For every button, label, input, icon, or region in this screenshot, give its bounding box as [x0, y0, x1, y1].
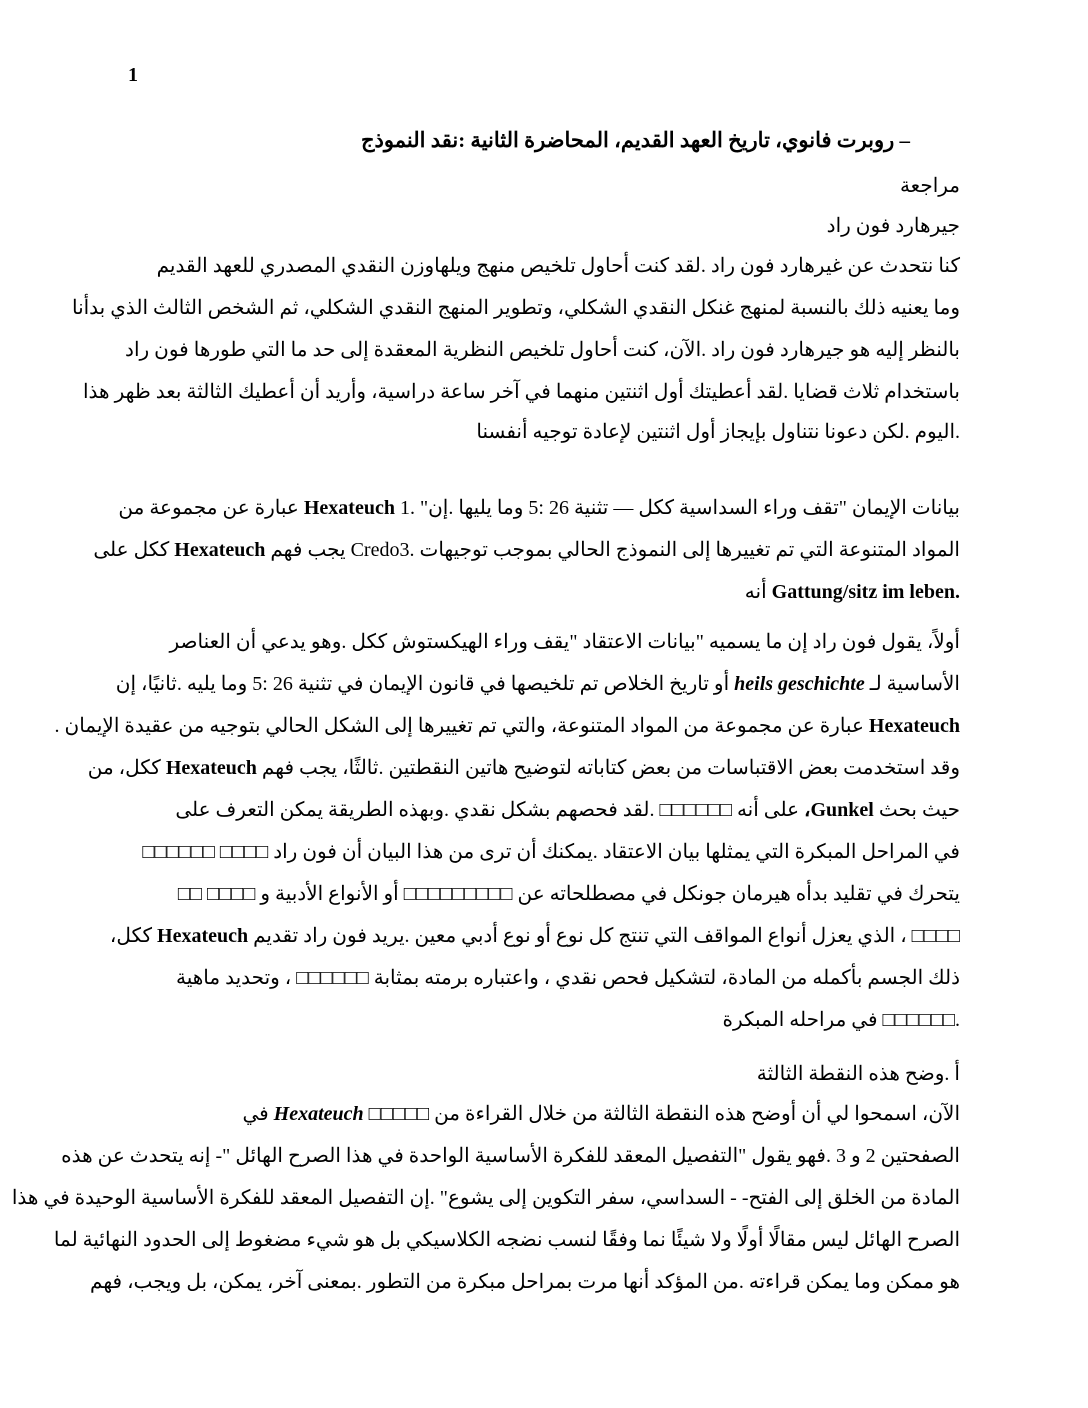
- term-hexateuch: Hexateuch: [303, 497, 395, 519]
- discussion-text: حيث بحث: [878, 799, 960, 821]
- subheading: جيرهارد فون راد: [826, 215, 960, 237]
- discussion-line: [110, 922, 960, 950]
- point-one-line: [745, 578, 960, 606]
- point-one-line: [93, 536, 960, 564]
- intro-line: .اليوم .لكن دعونا نتناول بإيجاز أول اثنتين لإعادة توجيه أنفسنا: [476, 421, 960, 443]
- discussion-text: وقد استخدمت بعض الاقتباسات من بعض كتاباته لتوضيح هاتين النقطتين .ثالثًا، يجب فهم: [261, 757, 960, 779]
- term-hexateuch: Hexateuch: [157, 925, 249, 947]
- discussion-text: على أنه □□□□□□ .لقد فحصهم بشكل نقدي .وبهذه الطريقة يمكن التعرف على: [175, 799, 800, 821]
- section-a-heading: أ .وضح هذه النقطة الثالثة: [756, 1063, 960, 1085]
- intro-line: باستخدام ثلاث قضايا .لقد أعطيتك أول اثنتين منهما في آخر ساعة دراسية، وأريد أن أعطيك الثالثة بعد ظهر هذا: [82, 381, 960, 403]
- review-heading: مراجعة: [899, 175, 960, 197]
- point-one-text: يجب فهم: [270, 539, 346, 561]
- point-one-text: أنه: [744, 581, 767, 603]
- term-gunkel: Gunkel،: [804, 799, 874, 821]
- section-a-line: المادة من الخلق إلى الفتح- - السداسي، سفر التكوين إلى يشوع" .إن التفصيل المعقد للفكرة الأساسية الوحيدة في هذا: [11, 1187, 960, 1209]
- discussion-line: يتحرك في تقليد بدأه هيرمان جونكل في مصطلحاته عن □□□□□□□□□ أو الأنواع الأدبية و □□□□ □□: [177, 883, 960, 905]
- term-hexateuch: Hexateuch: [273, 1103, 364, 1125]
- term-credo: Credo3.: [350, 539, 415, 561]
- point-one-text: عبارة عن مجموعة من: [118, 497, 299, 519]
- discussion-text: ككل،: [109, 925, 153, 947]
- intro-line: بالنظر إليه هو جيرهارد فون راد .الآن، كنت أحاول تلخيص النظرية المعقدة إلى حد ما التي طورها فون راد: [125, 339, 960, 361]
- discussion-text: □□□□ ، الذي يعزل أنواع المواقف التي تنتج كل نوع أو نوع أدبي معين .يريد فون راد تقديم: [253, 925, 960, 947]
- point-one-text: بيانات الإيمان "تقف وراء السداسية ككل — تثنية 26 :5 وما يليها .إن" .1: [399, 497, 960, 519]
- section-a-line: هو ممكن وما يمكن قراءته .من المؤكد أنها مرت بمراحل مبكرة من التطور .بمعنى آخر، يمكن، بل ويجب، فهم: [90, 1271, 960, 1293]
- term-hexateuch: Hexateuch: [868, 715, 960, 737]
- point-one-text: المواد المتنوعة التي تم تغييرها إلى النموذج الحالي بموجب توجيهات: [419, 539, 960, 561]
- discussion-line: في المراحل المبكرة التي يمثلها بيان الاعتقاد .يمكنك أن ترى من هذا البيان أن فون راد □□□□ □□□□□□: [142, 841, 960, 863]
- point-one-line: [118, 494, 960, 522]
- section-a-line: [242, 1100, 960, 1128]
- discussion-text: ككل، من: [87, 757, 161, 779]
- discussion-line: [116, 670, 960, 698]
- term-heils-geschichte: heils geschichte: [734, 673, 865, 695]
- term-hexateuch: Hexateuch: [174, 539, 266, 561]
- discussion-text: أو تاريخ الخلاص تم تلخيصها في قانون الإيمان في تثنية 26 :5 وما يليه .ثانيًا، إن: [115, 673, 730, 695]
- section-a-line: الصرح الهائل ليس مقالًا أولًا ولا شيئًا نما وفقًا لنسب نضجه الكلاسيكي بل هو شيء مضغوط إلى الحدود النهائية لما: [53, 1229, 960, 1251]
- point-one-text: ككل على: [93, 539, 170, 561]
- section-a-text: في: [242, 1103, 269, 1125]
- section-a-text: الآن، اسمحوا لي أن أوضح هذه النقطة الثالثة من خلال القراءة من □□□□□: [368, 1103, 960, 1125]
- term-hexateuch: Hexateuch: [165, 757, 257, 779]
- discussion-line: [175, 796, 960, 824]
- page-title: – روبرت فانوي، تاريخ العهد القديم، المحاضرة الثانية :نقد النموذج: [360, 128, 910, 152]
- discussion-text: الأساسية لـ: [869, 673, 960, 695]
- page-number: 1: [128, 64, 138, 86]
- discussion-line: [88, 754, 960, 782]
- discussion-line: أولاً، يقول فون راد إن ما يسميه "بيانات الاعتقاد "يقف وراء الهيكستوش ككل .وهو يدعي أن العناصر: [169, 631, 960, 653]
- intro-line: وما يعنيه ذلك بالنسبة لمنهج غنكل النقدي الشكلي، وتطوير المنهج النقدي الشكلي، ثم الشخص الثالث الذي بدأنا: [71, 297, 960, 319]
- discussion-line: .□□□□□□ في مراحله المبكرة: [722, 1009, 960, 1031]
- discussion-line: [55, 712, 961, 740]
- discussion-text: عبارة عن مجموعة من المواد المتنوعة، والتي تم تغييرها إلى الشكل الحالي بتوجيه من عقيدة الإيمان .: [54, 715, 864, 737]
- discussion-line: ذلك الجسم بأكمله من المادة، لتشكيل فحص نقدي ، واعتباره برمته بمثابة □□□□□□ ، وتحديد ماهية: [175, 967, 960, 989]
- intro-line: كنا نتحدث عن غيرهارد فون راد .لقد كنت أحاول تلخيص منهج ويلهاوزن النقدي المصدري للعهد القديم: [156, 255, 960, 277]
- section-a-line: الصفحتين 2 و 3 .فهو يقول "التفصيل المعقد للفكرة الأساسية الواحدة في هذا الصرح الهائل "- إنه يتحدث عن هذه: [61, 1145, 960, 1167]
- term-gattung: Gattung/sitz im leben.: [771, 581, 960, 603]
